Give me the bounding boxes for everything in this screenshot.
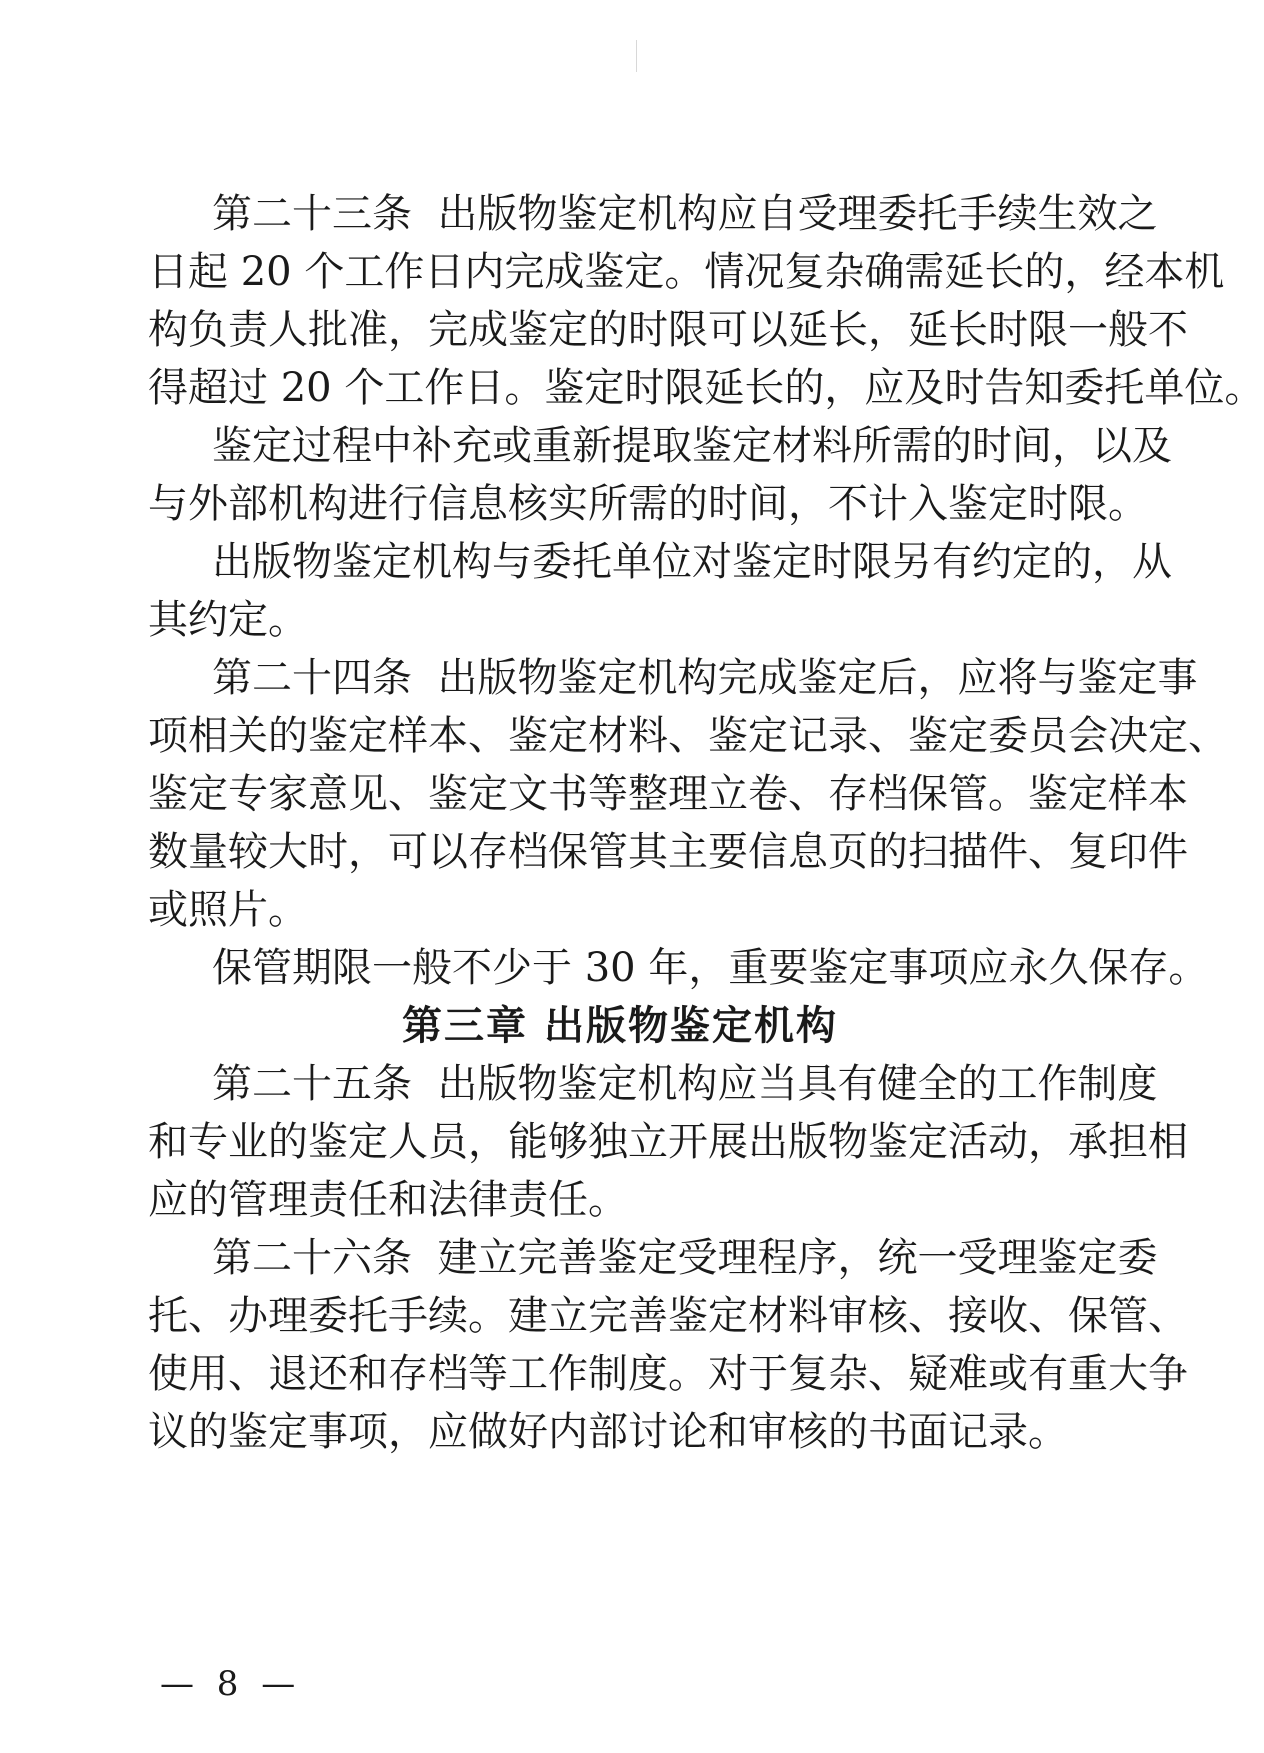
article-24-line-4: 数 量 较 大 时 ， 可 以 存 档 保 管 其 主 要 信 息 页 的 扫 描 件 、 复 印 件 (148, 829, 1188, 875)
article-26-line-3: 使 用 、 退 还 和 存 档 等 工 作 制 度 。 对 于 复 杂 、 疑 难 或 有 重 大 争 (148, 1351, 1188, 1397)
article-26-line-4: 议的鉴定事项，应做好内部讨论和审核的书面记录。 (148, 1409, 1068, 1455)
article-23-line-2: 日 起 2 0 个 工 作 日 内 完 成 鉴 定 。 情 况 复 杂 确 需 延 长 的 ， 经 本 机 (148, 249, 1225, 295)
page-number: — 8 — (160, 1664, 302, 1704)
article-23-para-3-line-1: 出 版 物 鉴 定 机 构 与 委 托 单 位 对 鉴 定 时 限 另 有 约 定 的 ， 从 (212, 539, 1172, 585)
article-24-para-2: 保管期限一般不少于 30 年，重要鉴定事项应永久保存。 (212, 945, 1209, 991)
article-23-para-2-line-2: 与外部机构进行信息核实所需的时间，不计入鉴定时限。 (148, 481, 1148, 527)
article-25-line-3: 应的管理责任和法律责任。 (148, 1177, 628, 1223)
article-25-line-2: 和 专 业 的 鉴 定 人 员 ， 能 够 独 立 开 展 出 版 物 鉴 定 活 动 ， 承 担 相 (148, 1119, 1188, 1165)
article-26-line-1: 第 二 十 六 条 建 立 完 善 鉴 定 受 理 程 序 ， 统 一 受 理 鉴 定 委 (212, 1235, 1158, 1281)
article-23-line-1: 第 二 十 三 条 出 版 物 鉴 定 机 构 应 自 受 理 委 托 手 续 生 效 之 (212, 191, 1158, 237)
article-23-line-4: 得 超 过 2 0 个 工 作 日 。 鉴 定 时 限 延 长 的 ， 应 及 时 告 知 委 托 单 位 。 (148, 365, 1264, 411)
article-25-line-1: 第 二 十 五 条 出 版 物 鉴 定 机 构 应 当 具 有 健 全 的 工 作 制 度 (212, 1061, 1158, 1107)
article-23-para-3-line-2: 其约定。 (148, 597, 308, 643)
article-23-para-2-line-1: 鉴 定 过 程 中 补 充 或 重 新 提 取 鉴 定 材 料 所 需 的 时 间 ， 以 及 (212, 423, 1172, 469)
article-26-line-2: 托 、 办 理 委 托 手 续 。 建 立 完 善 鉴 定 材 料 审 核 、 接 收 、 保 管 、 (148, 1293, 1188, 1339)
article-24-line-1: 第 二 十 四 条 出 版 物 鉴 定 机 构 完 成 鉴 定 后 ， 应 将 与 鉴 定 事 (212, 655, 1198, 701)
scan-artifact-mark (636, 40, 637, 72)
article-23-line-3: 构 负 责 人 批 准 ， 完 成 鉴 定 的 时 限 可 以 延 长 ， 延 长 时 限 一 般 不 (148, 307, 1188, 353)
article-24-line-3: 鉴 定 专 家 意 见 、 鉴 定 文 书 等 整 理 立 卷 、 存 档 保 管 。 鉴 定 样 本 (148, 771, 1188, 817)
chapter-heading: 第三章 出版物鉴定机构 (402, 1003, 838, 1049)
article-24-line-2: 项 相 关 的 鉴 定 样 本 、 鉴 定 材 料 、 鉴 定 记 录 、 鉴 定 委 员 会 决 定 、 (148, 713, 1228, 759)
article-24-line-5: 或照片。 (148, 887, 308, 933)
